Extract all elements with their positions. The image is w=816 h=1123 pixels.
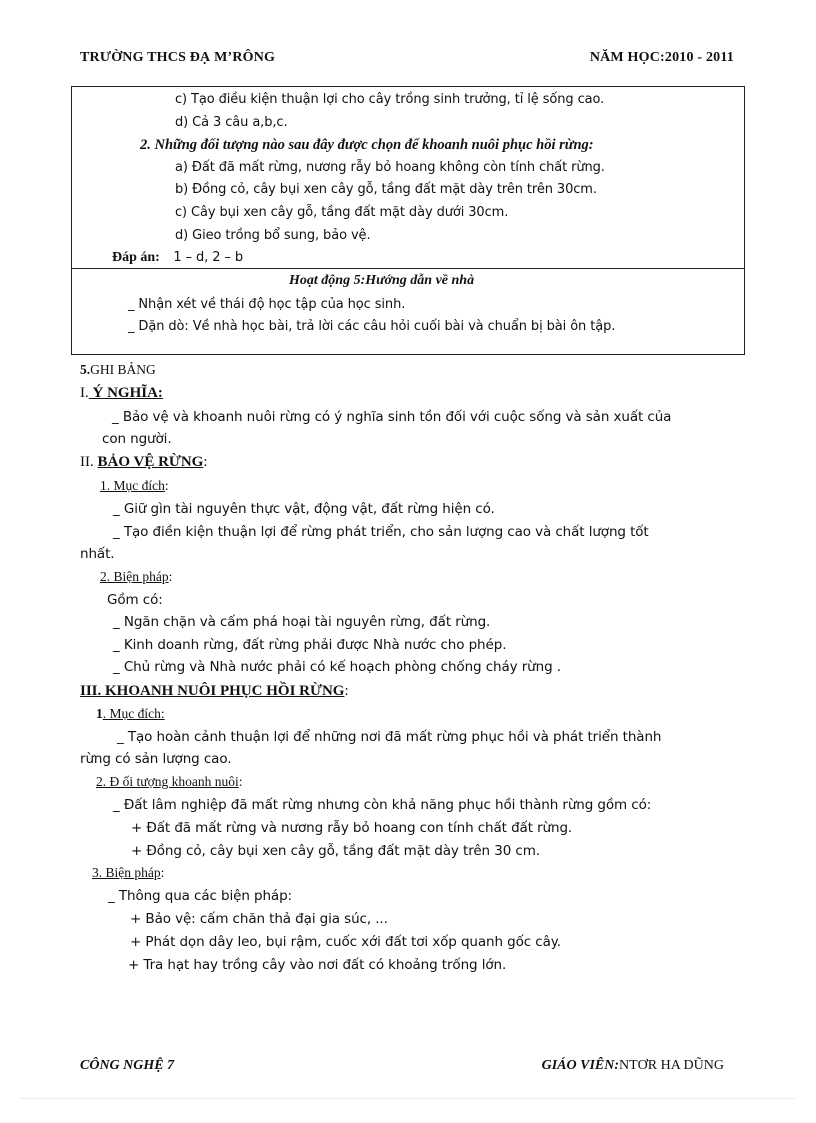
activity-table bbox=[71, 86, 745, 355]
section-1-num: I. bbox=[80, 385, 89, 401]
section-3-sub-1-title: . Mục đích: bbox=[102, 706, 165, 721]
section-2-heading bbox=[80, 454, 208, 471]
question2-title: 2. Những đối tượng nào sau đây được chọn để khoanh nuôi phục hồi rừng: bbox=[140, 137, 594, 153]
section-3-sub-3-intro: _ Thông qua các biện pháp: bbox=[108, 888, 293, 904]
question2-option-a: a) Đất đã mất rừng, nương rẫy bỏ hoang không còn tính chất rừng. bbox=[175, 160, 605, 175]
section-3-sub-1-num: 1 bbox=[96, 706, 103, 721]
footer-teacher bbox=[542, 1058, 724, 1074]
section-3-heading bbox=[80, 683, 349, 700]
section-3-sub-2 bbox=[96, 774, 242, 790]
section-2-colon: : bbox=[203, 454, 208, 470]
section-3-sub-3-line-3: + Tra hạt hay trồng cây vào nơi đất có khoảng trống lớn. bbox=[128, 957, 507, 973]
notes-title-text: GHI BẢNG bbox=[90, 362, 156, 377]
section-3-sub-2-line-3: + Đồng cỏ, cây bụi xen cây gỗ, tầng đất mặt dày trên 30 cm. bbox=[131, 843, 540, 859]
section-2-sub-2-intro: Gồm có: bbox=[107, 592, 163, 608]
section-1-line-1: _ Bảo vệ và khoanh nuôi rừng có ý nghĩa sinh tồn đối với cuộc sống và sản xuất của bbox=[112, 409, 672, 425]
section-3-sub-3 bbox=[92, 865, 164, 881]
section-2-sub-1-line-1: _ Giữ gìn tài nguyên thực vật, động vật, đất rừng hiện có. bbox=[113, 501, 495, 517]
notes-title-num: 5. bbox=[80, 362, 91, 377]
section-1-heading bbox=[80, 385, 163, 402]
section-2-sub-1-title: 1. Mục đích bbox=[100, 478, 165, 493]
question1-option-c: c) Tạo điều kiện thuận lợi cho cây trồng sinh trưởng, tỉ lệ sống cao. bbox=[175, 92, 605, 107]
section-2-sub-2-line-2: _ Kinh doanh rừng, đất rừng phải được Nhà nước cho phép. bbox=[113, 637, 507, 653]
section-2-title: BẢO VỆ RỪNG bbox=[97, 454, 204, 470]
section-2-sub-1 bbox=[100, 478, 169, 494]
answer-line bbox=[112, 250, 243, 266]
section-2-sub-1-colon: : bbox=[164, 478, 169, 493]
section-2-num: II. bbox=[80, 454, 94, 470]
answer-label: Đáp án: bbox=[112, 250, 160, 265]
activity-item-2: _ Dặn dò: Về nhà học bài, trả lời các câu hỏi cuối bài và chuẩn bị bài ôn tập. bbox=[128, 319, 616, 334]
section-3-sub-1 bbox=[96, 706, 165, 722]
section-2-sub-2 bbox=[100, 569, 172, 585]
question1-option-d: d) Cả 3 câu a,b,c. bbox=[175, 115, 288, 130]
section-3-sub-2-line-2: + Đất đã mất rừng và nương rẫy bỏ hoang con tính chất đất rừng. bbox=[131, 820, 573, 836]
section-3-sub-2-line-1: _ Đất lâm nghiệp đã mất rừng nhưng còn khả năng phục hồi thành rừng gồm có: bbox=[113, 797, 652, 813]
footer-teacher-label: GIÁO VIÊN: bbox=[541, 1058, 619, 1073]
header-year: NĂM HỌC:2010 - 2011 bbox=[589, 50, 734, 65]
section-3-title: III. KHOANH NUÔI PHỤC HỒI RỪNG bbox=[80, 683, 345, 699]
header-school: TRƯỜNG THCS ĐẠ M’RÔNG bbox=[80, 50, 276, 65]
activity-item-1: _ Nhận xét về thái độ học tập của học sinh. bbox=[128, 297, 406, 312]
section-2-sub-2-line-3: _ Chủ rừng và Nhà nước phải có kế hoạch phòng chống cháy rừng . bbox=[113, 659, 561, 675]
section-3-sub-2-title: 2. Đ ối tượng khoanh nuôi bbox=[96, 774, 239, 789]
section-3-sub-3-line-1: + Bảo vệ: cấm chăn thả đại gia súc, ... bbox=[130, 911, 388, 927]
activity-title: Hoạt động 5:Hướng dẫn về nhà bbox=[289, 273, 475, 288]
section-2-sub-1-line-2: _ Tạo điền kiện thuận lợi để rừng phát triển, cho sản lượng cao và chất lượng tốt bbox=[113, 524, 649, 540]
section-3-sub-2-colon: : bbox=[238, 774, 243, 789]
section-3-sub-3-colon: : bbox=[160, 865, 165, 880]
footer-teacher-name: NTƠR HA DŨNG bbox=[619, 1058, 724, 1073]
section-3-sub-3-title: 3. Biện pháp bbox=[92, 865, 161, 880]
question2-option-b: b) Đồng cỏ, cây bụi xen cây gỗ, tầng đất mặt dày trên trên 30cm. bbox=[175, 182, 597, 197]
question2-option-c: c) Cây bụi xen cây gỗ, tầng đất mặt dày dưới 30cm. bbox=[175, 205, 509, 220]
notes-title bbox=[80, 362, 156, 378]
answer-value: 1 – d, 2 – b bbox=[173, 250, 243, 265]
footer-subject: CÔNG NGHỆ 7 bbox=[80, 1058, 175, 1073]
section-2-sub-2-colon: : bbox=[168, 569, 173, 584]
table-divider bbox=[72, 268, 744, 269]
section-3-sub-1-line-2: rừng có sản lượng cao. bbox=[80, 751, 232, 767]
section-3-sub-1-line-1: _ Tạo hoàn cảnh thuận lợi để những nơi đã mất rừng phục hồi và phát triển thành bbox=[117, 729, 662, 745]
section-2-sub-1-line-3: nhất. bbox=[80, 546, 115, 562]
section-2-sub-2-line-1: _ Ngăn chặn và cấm phá hoại tài nguyên rừng, đất rừng. bbox=[113, 614, 491, 630]
section-1-line-2: con người. bbox=[102, 431, 172, 447]
section-3-sub-3-line-2: + Phát dọn dây leo, bụi rậm, cuốc xới đất tơi xốp quanh gốc cây. bbox=[130, 934, 561, 950]
section-1-title: Ý NGHĨA: bbox=[88, 385, 163, 401]
section-3-colon: : bbox=[344, 683, 349, 699]
page-edge-divider bbox=[20, 1098, 796, 1099]
section-2-sub-2-title: 2. Biện pháp bbox=[100, 569, 169, 584]
question2-option-d: d) Gieo trồng bổ sung, bảo vệ. bbox=[175, 228, 371, 243]
